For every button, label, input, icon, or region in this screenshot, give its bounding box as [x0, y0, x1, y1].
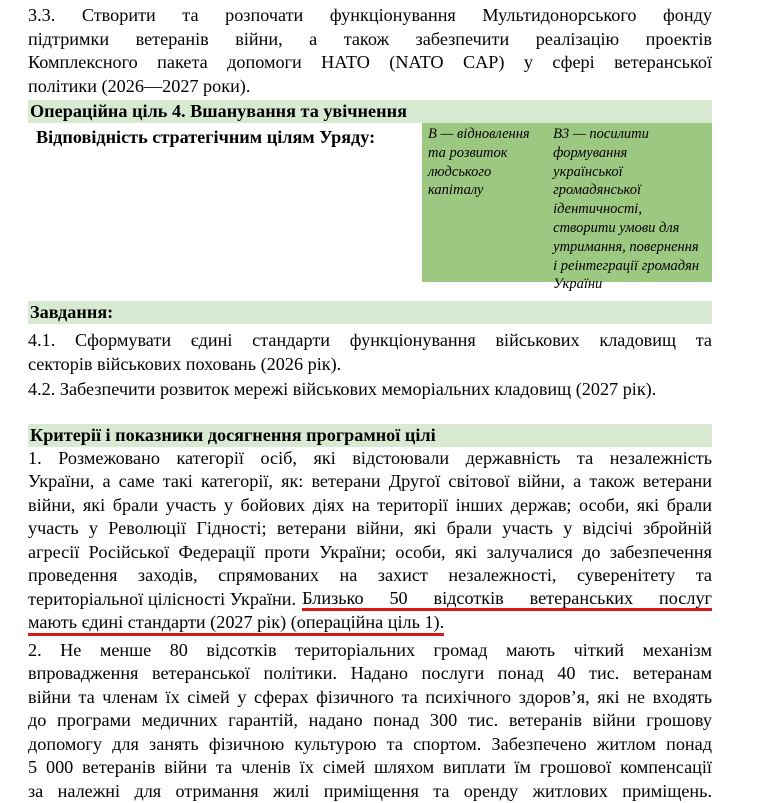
box-line: В3 — посилити — [553, 125, 712, 144]
text-line: 1. Розмежовано категорії осіб, які відстоювали державність та незалежність — [28, 447, 712, 471]
criteria-paragraph-2 — [28, 639, 712, 803]
goal-v-column — [422, 125, 547, 282]
text-line: війни, які брали участь у бойових діях на території інших держав; особи, які брали — [28, 494, 712, 518]
text-segment: територіальної цілісності України. — [28, 588, 296, 612]
goal-v3-column — [547, 125, 712, 282]
text-line: війни та членам їх сімей у сферах фізичного та психічного здоров’я, які не входять — [28, 686, 712, 710]
box-line: утримання, повернення — [553, 238, 712, 257]
box-line: України — [553, 275, 712, 294]
alignment-row — [28, 123, 712, 303]
box-line: та розвиток — [428, 144, 547, 163]
box-line: В — відновлення — [428, 125, 547, 144]
text-line: 3.3. Створити та розпочати функціонування Мультидонорського фонду — [28, 4, 712, 28]
alignment-label: Відповідність стратегічним цілям Уряду: — [28, 123, 418, 149]
box-line: створити умови для — [553, 219, 712, 238]
box-line: формування — [553, 144, 712, 163]
text-line: України, а саме такі категорії, як: ветерани Другої світової війни, а також ветерани — [28, 470, 712, 494]
text-line: за належні для отримання жилі приміщення та оренду житлових приміщень. — [28, 780, 712, 803]
highlighted-text: Близько 50 відсотків ветеранських послуг — [302, 588, 712, 612]
box-line: людського — [428, 163, 547, 182]
criteria-paragraph-1 — [28, 447, 712, 635]
strategic-goals-box — [422, 123, 712, 282]
text-line — [28, 588, 712, 612]
text-line: 5 000 ветеранів війни та членів їх сімей шляхом виплати їм грошової компенсації — [28, 756, 712, 780]
document-page — [28, 0, 712, 803]
goal4-heading: Операційна ціль 4. Вшанування та увічнення — [28, 100, 712, 123]
intro-paragraph — [28, 4, 712, 98]
text-line: 2. Не менше 80 відсотків територіальних громад мають чіткий механізм — [28, 639, 712, 663]
text-line: проведення заходів, спрямованих на захист незалежності, суверенітету та — [28, 564, 712, 588]
criteria-heading: Критерії і показники досягнення програмної цілі — [28, 424, 712, 447]
text-line: агресії Російської Федерації проти України; особи, які залучалися до забезпечення — [28, 541, 712, 565]
box-line: громадянської — [553, 181, 712, 200]
text-line — [28, 611, 712, 635]
box-line: української — [553, 163, 712, 182]
text-line: підтримки ветеранів війни, а також забезпечити реалізацію проектів — [28, 28, 712, 52]
text-line: Комплексного пакета допомоги НАТО (NATO CAP) у сфері ветеранської — [28, 51, 712, 75]
highlighted-text: мають єдині стандарти (2027 рік) (операційна ціль 1). — [28, 612, 444, 636]
text-line: політики (2026—2027 роки). — [28, 75, 712, 99]
tasks-heading: Завдання: — [28, 301, 712, 324]
box-line: ідентичності, — [553, 200, 712, 219]
text-line: до програми медичних гарантій, надано понад 300 тис. ветеранів війни грошову — [28, 709, 712, 733]
box-line: капіталу — [428, 181, 547, 200]
text-line: участь у Революції Гідності; ветерани війни, які брали участь у відсічі збройній — [28, 517, 712, 541]
text-line: секторів військових поховань (2026 рік). — [28, 353, 712, 377]
text-line: впровадження ветеранської політики. Надано послуги понад 40 тис. ветеранам — [28, 662, 712, 686]
task-4-2: 4.2. Забезпечити розвиток мережі військових меморіальних кладовищ (2027 рік). — [28, 378, 712, 402]
box-line: і реінтеграції громадян — [553, 257, 712, 276]
text-line: 4.1. Сформувати єдині стандарти функціонування військових кладовищ та — [28, 329, 712, 353]
task-4-1 — [28, 329, 712, 376]
text-line: допомогу для занять фізичною культурою та спортом. Забезпечено житлом понад — [28, 733, 712, 757]
